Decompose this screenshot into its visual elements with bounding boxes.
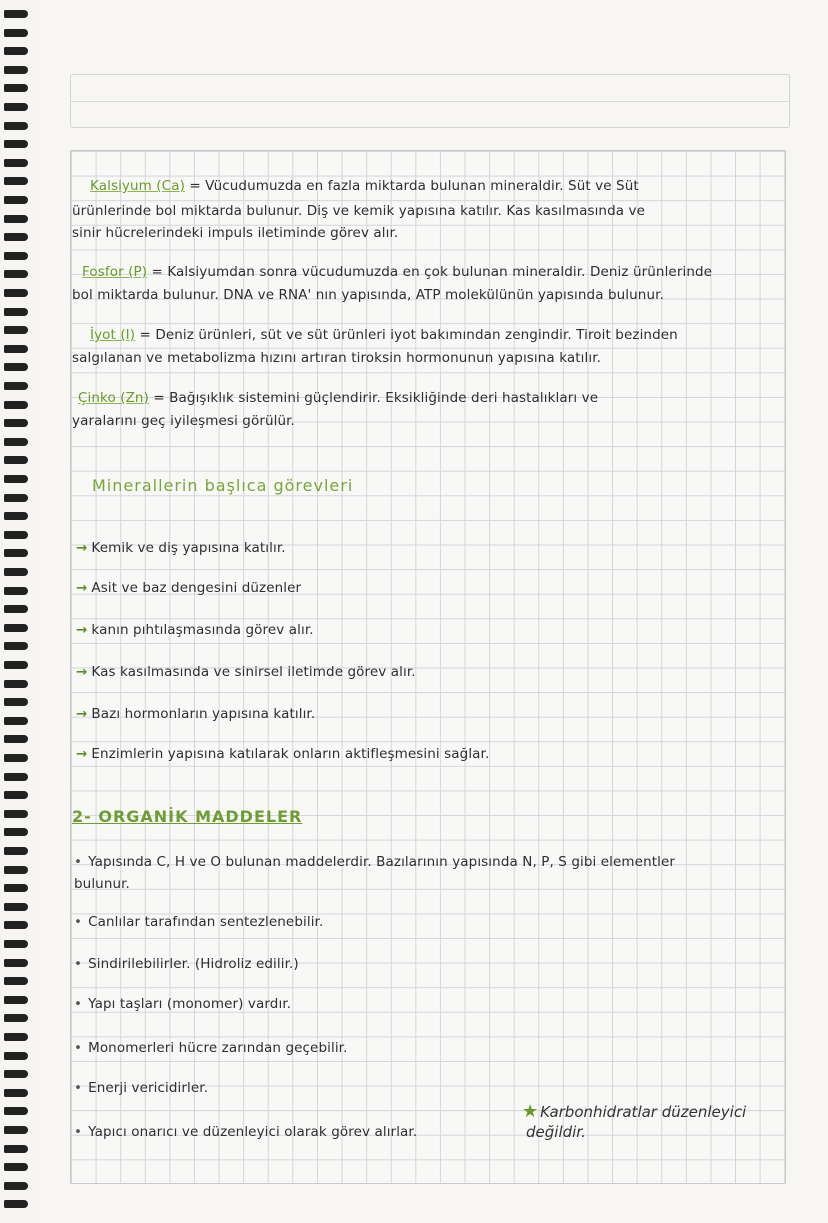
spiral-coil	[4, 847, 28, 855]
spiral-coil	[4, 903, 28, 911]
spiral-coil	[4, 642, 28, 650]
spiral-coil	[4, 419, 28, 427]
spiral-coil	[4, 1182, 28, 1190]
spiral-coil	[4, 456, 28, 464]
arrow-icon: →	[76, 540, 88, 556]
spiral-coil	[4, 196, 28, 204]
organic-point: • Enerji vericidirler.	[74, 1080, 209, 1096]
spiral-coil	[4, 159, 28, 167]
spiral-coil	[4, 475, 28, 483]
bullet-icon: •	[74, 914, 83, 930]
spiral-coil	[4, 270, 28, 278]
spiral-coil	[4, 717, 28, 725]
spiral-coil	[4, 140, 28, 148]
mineral-zn-line-1: Çinko (Zn) = Bağışıklık sistemini güçlendirir. Eksikliğinde deri hastalıkları ve	[78, 390, 599, 406]
spiral-coil	[4, 1089, 28, 1097]
functions-heading: Minerallerin başlıca görevleri	[92, 476, 354, 495]
spiral-coil	[4, 605, 28, 613]
arrow-icon: →	[76, 580, 88, 596]
spiral-coil	[4, 661, 28, 669]
mineral-term: Fosfor (P)	[82, 264, 148, 280]
mineral-term: Çinko (Zn)	[78, 390, 149, 406]
bullet-icon: •	[74, 1040, 83, 1056]
bullet-icon: •	[74, 1080, 83, 1096]
spiral-coil	[4, 1070, 28, 1078]
organic-point: • Canlılar tarafından sentezlenebilir.	[74, 914, 324, 930]
arrow-icon: →	[76, 706, 88, 722]
spiral-coil	[4, 773, 28, 781]
spiral-coil	[4, 308, 28, 316]
spiral-coil	[4, 345, 28, 353]
organic-point: • Yapı taşları (monomer) vardır.	[74, 996, 292, 1012]
spiral-coil	[4, 1107, 28, 1115]
mineral-p-line-2: bol miktarda bulunur. DNA ve RNA' nın yapısında, ATP molekülünün yapısında bulunur.	[72, 287, 664, 303]
mineral-ca-line-1: Kalsiyum (Ca) = Vücudumuzda en fazla miktarda bulunan mineraldir. Süt ve Süt	[90, 178, 639, 194]
spiral-coil	[4, 1126, 28, 1134]
bullet-icon: •	[74, 854, 83, 870]
spiral-coil	[4, 215, 28, 223]
spiral-coil	[4, 103, 28, 111]
function-item: → Kas kasılmasında ve sinirsel iletimde görev alır.	[76, 664, 416, 680]
spiral-coil	[4, 1014, 28, 1022]
spiral-coil	[4, 326, 28, 334]
spiral-coil	[4, 382, 28, 390]
spiral-coil	[4, 1145, 28, 1153]
spiral-coil	[4, 438, 28, 446]
mineral-i-line-1: İyot (I) = Deniz ürünleri, süt ve süt ürünleri iyot bakımından zengindir. Tiroit bezinden	[90, 327, 678, 343]
arrow-icon: →	[76, 622, 88, 638]
spiral-coil	[4, 624, 28, 632]
bullet-icon: •	[74, 996, 83, 1012]
function-item: → Enzimlerin yapısına katılarak onların aktifleşmesini sağlar.	[76, 746, 490, 762]
mineral-i-line-2: salgılanan ve metabolizma hızını artıran tiroksin hormonunun yapısına katılır.	[72, 350, 601, 366]
spiral-coil	[4, 512, 28, 520]
arrow-icon: →	[76, 746, 88, 762]
function-item: → kanın pıhtılaşmasında görev alır.	[76, 622, 314, 638]
spiral-coil	[4, 884, 28, 892]
spiral-coil	[4, 177, 28, 185]
function-item: → Bazı hormonların yapısına katılır.	[76, 706, 316, 722]
spiral-coil	[4, 810, 28, 818]
organic-point: • Yapıcı onarıcı ve düzenleyici olarak görev alırlar.	[74, 1124, 418, 1140]
spiral-coil	[4, 252, 28, 260]
spiral-coil	[4, 1200, 28, 1208]
spiral-coil	[4, 698, 28, 706]
arrow-icon: →	[76, 664, 88, 680]
spiral-coil	[4, 959, 28, 967]
mineral-ca-line-2: ürünlerinde bol miktarda bulunur. Diş ve kemik yapısına katılır. Kas kasılmasında ve	[72, 203, 646, 219]
spiral-coil	[4, 1033, 28, 1041]
organic-point: • Monomerleri hücre zarından geçebilir.	[74, 1040, 348, 1056]
spiral-coil	[4, 680, 28, 688]
spiral-coil	[4, 233, 28, 241]
spiral-coil	[4, 289, 28, 297]
spiral-coil	[4, 1163, 28, 1171]
organic-heading: 2- ORGANİK MADDELER	[72, 807, 303, 826]
side-note: ★ Karbonhidratlar düzenleyici değildir.	[522, 1101, 747, 1141]
spiral-coil	[4, 531, 28, 539]
spiral-binding	[0, 0, 34, 1223]
header-box	[70, 74, 790, 128]
spiral-coil	[4, 122, 28, 130]
mineral-ca-line-3: sinir hücrelerindeki impuls iletiminde görev alır.	[72, 225, 399, 241]
mineral-zn-line-2: yaralarını geç iyileşmesi görülür.	[72, 413, 295, 429]
spiral-coil	[4, 363, 28, 371]
spiral-coil	[4, 10, 28, 18]
function-item: → Kemik ve diş yapısına katılır.	[76, 540, 286, 556]
mineral-term: İyot (I)	[90, 327, 136, 343]
spiral-coil	[4, 996, 28, 1004]
spiral-coil	[4, 401, 28, 409]
bullet-icon: •	[74, 1124, 83, 1140]
spiral-coil	[4, 754, 28, 762]
spiral-coil	[4, 866, 28, 874]
spiral-coil	[4, 940, 28, 948]
organic-point: • Sindirilebilirler. (Hidroliz edilir.)	[74, 956, 299, 972]
spiral-coil	[4, 568, 28, 576]
spiral-coil	[4, 735, 28, 743]
spiral-coil	[4, 494, 28, 502]
mineral-term: Kalsiyum (Ca)	[90, 178, 185, 194]
spiral-coil	[4, 549, 28, 557]
organic-intro-line-1: • Yapısında C, H ve O bulunan maddelerdir. Bazılarının yapısında N, P, S gibi elementler	[74, 854, 676, 870]
spiral-coil	[4, 84, 28, 92]
mineral-p-line-1: Fosfor (P) = Kalsiyumdan sonra vücudumuzda en çok bulunan mineraldir. Deniz ürünlerinde	[82, 264, 713, 280]
spiral-coil	[4, 29, 28, 37]
organic-intro-line-2: bulunur.	[74, 876, 130, 892]
star-icon: ★	[522, 1101, 539, 1122]
spiral-coil	[4, 921, 28, 929]
spiral-coil	[4, 587, 28, 595]
spiral-coil	[4, 828, 28, 836]
bullet-icon: •	[74, 956, 83, 972]
spiral-coil	[4, 47, 28, 55]
spiral-coil	[4, 66, 28, 74]
spiral-coil	[4, 791, 28, 799]
spiral-coil	[4, 977, 28, 985]
function-item: → Asit ve baz dengesini düzenler	[76, 580, 302, 596]
spiral-coil	[4, 1052, 28, 1060]
